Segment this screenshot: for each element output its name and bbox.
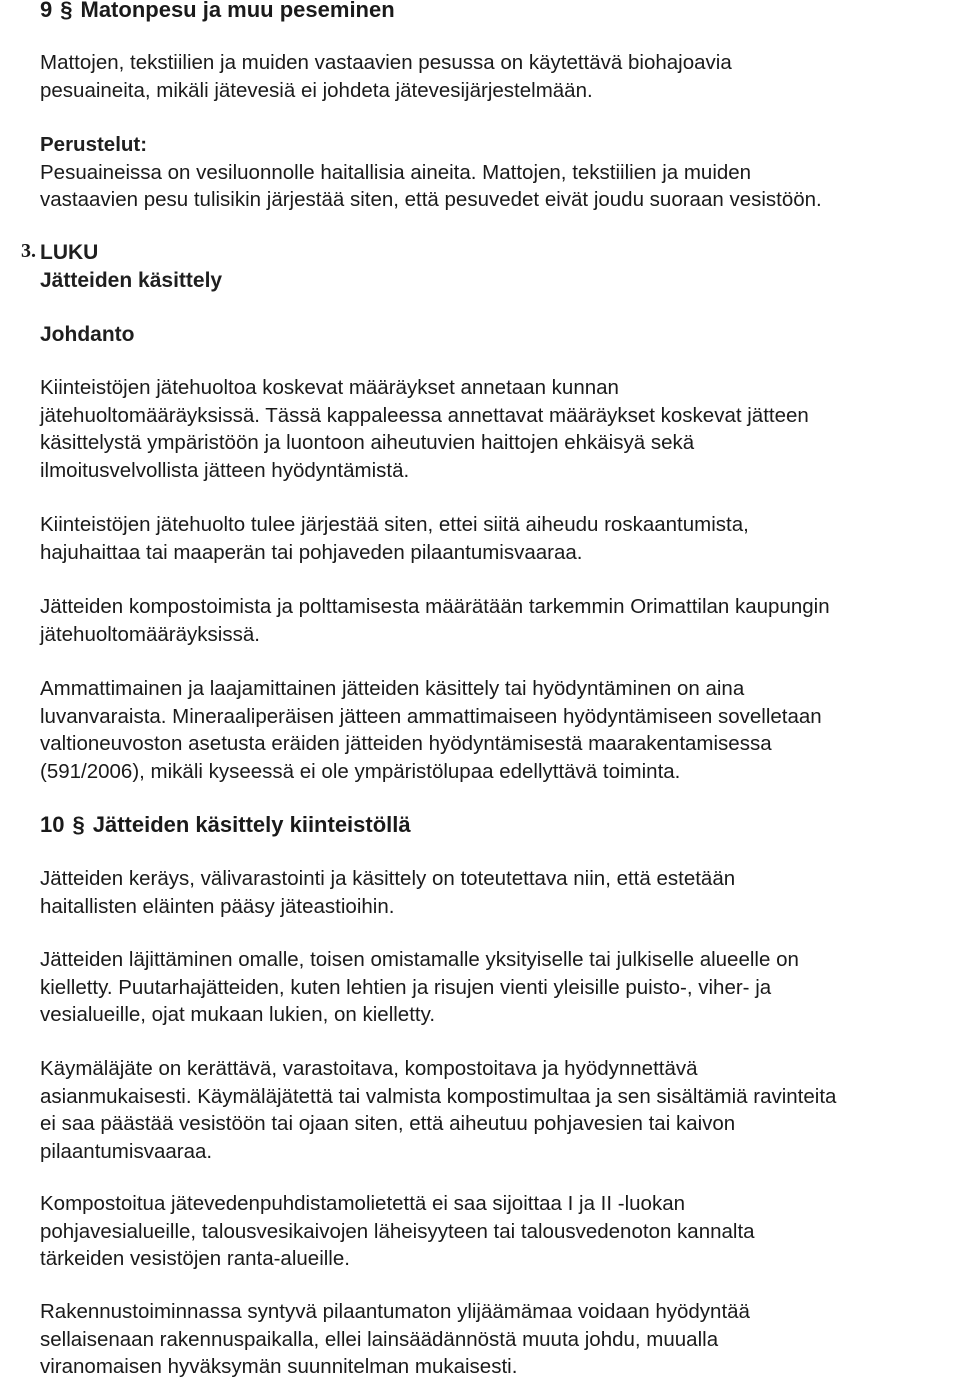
text-line: käsittelystä ympäristöön ja luontoon aiheutuvien haittojen ehkäisyä sekä (40, 431, 695, 454)
text-line: tärkeiden vesistöjen ranta-alueille. (40, 1247, 350, 1270)
text-line: jätehuoltomääräyksissä. (40, 622, 260, 646)
text-line: pilaantumisvaaraa. (40, 1139, 213, 1163)
text-line: Jätteiden keräys, välivarastointi ja käsittely on toteutettava niin, että estetään (40, 867, 736, 890)
section-9-title: Matonpesu ja muu peseminen (80, 0, 395, 22)
text-line: Pesuaineissa on vesiluonnolle haitallisia aineita. Mattojen, tekstiilien ja muiden (40, 160, 752, 184)
text-line: valtioneuvoston asetusta eräiden jätteiden hyödyntämisestä maarakentamisessa (40, 732, 772, 755)
chapter-title: Jätteiden käsittely (40, 269, 223, 292)
text-line: Rakennustoiminnassa syntyvä pilaantumaton ylijäämämaa voidaan hyödyntää (40, 1300, 750, 1323)
section-10-paragraph-3 (40, 1055, 836, 1165)
text-line: Jätteiden läjittäminen omalle, toisen omistamalle yksityiselle tai julkiselle alueelle on (40, 948, 799, 971)
chapter-label: LUKU (40, 241, 99, 264)
text-line: Kiinteistöjen jätehuolto tulee järjestää siten, ettei siitä aiheudu roskaantumista, (40, 513, 749, 536)
text-line: pesuaineita, mikäli jätevesiä ei johdeta jätevesijärjestelmään. (40, 78, 593, 102)
text-line: sellaisenaan rakennuspaikalla, ellei lainsäädännöstä muuta johdu, muualla (40, 1327, 719, 1351)
intro-paragraph-3 (40, 593, 830, 648)
text-line: ilmoitusvelvollista jätteen hyödyntämistä. (40, 458, 410, 482)
rationale-block (40, 131, 822, 214)
intro-paragraph-1 (40, 374, 809, 484)
intro-paragraph-4 (40, 675, 822, 785)
text-line: Mattojen, tekstiilien ja muiden vastaavien pesussa on käytettävä biohajoavia (40, 51, 732, 74)
intro-heading: Johdanto (40, 323, 135, 346)
text-line: viranomaisen hyväksymän suunnitelman mukaisesti. (40, 1355, 518, 1378)
section-9-paragraph (40, 49, 732, 104)
text-line: Kiinteistöjen jätehuoltoa koskevat määräykset annetaan kunnan (40, 376, 619, 399)
text-line: hajuhaittaa tai maaperän tai pohjaveden pilaantumisvaaraa. (40, 540, 583, 564)
rationale-text (40, 159, 822, 214)
section-10-heading (40, 812, 411, 838)
section-9-heading (40, 0, 395, 23)
text-line: asianmukaisesti. Käymäläjätettä tai valmista kompostimultaa ja sen sisältämiä ravinteita (40, 1084, 837, 1108)
text-line: Käymäläjäte on kerättävä, varastoitava, kompostoitava ja hyödynnettävä (40, 1057, 698, 1080)
chapter-number: 3. (21, 240, 36, 262)
section-sign-icon: § (60, 0, 73, 22)
section-10-paragraph-2 (40, 946, 799, 1029)
section-10-title: Jätteiden käsittely kiinteistöllä (92, 812, 411, 837)
section-sign-icon: § (72, 812, 85, 837)
text-line: ei saa päästää vesistöön tai ojaan siten, että aiheutuu pohjavesien tai kaivon (40, 1112, 736, 1135)
section-10-paragraph-1 (40, 865, 735, 920)
text-line: luvanvaraista. Mineraaliperäisen jätteen ammattimaiseen hyödyntämiseen sovelletaan (40, 704, 822, 728)
text-line: kielletty. Puutarhajätteiden, kuten lehtien ja risujen vienti yleisille puisto-, viher- ja (40, 975, 772, 999)
text-line: Jätteiden kompostoimista ja polttamisesta määrätään tarkemmin Orimattilan kaupungin (40, 595, 830, 618)
section-10-number: 10 (40, 812, 65, 837)
section-10-paragraph-4 (40, 1190, 755, 1273)
section-9-number: 9 (40, 0, 53, 22)
text-line: vastaavien pesu tulisikin järjestää siten, että pesuvedet eivät joudu suoraan vesistöön. (40, 188, 822, 211)
text-line: vesialueille, ojat mukaan lukien, on kielletty. (40, 1003, 436, 1026)
text-line: (591/2006), mikäli kyseessä ei ole ympäristölupaa edellyttävä toiminta. (40, 759, 681, 783)
text-line: pohjavesialueille, talousvesikaivojen läheisyyteen tai talousvedenoton kannalta (40, 1219, 755, 1243)
text-line: Ammattimainen ja laajamittainen jätteiden käsittely tai hyödyntäminen on aina (40, 677, 745, 700)
intro-paragraph-2 (40, 511, 749, 566)
text-line: jätehuoltomääräyksissä. Tässä kappaleessa annettavat määräykset koskevat jätteen (40, 403, 809, 427)
rationale-label: Perustelut: (40, 133, 148, 156)
text-line: Kompostoitua jätevedenpuhdistamolietettä ei saa sijoittaa I ja II -luokan (40, 1192, 685, 1215)
text-line: haitallisten eläinten pääsy jäteastioihin. (40, 894, 395, 918)
section-10-paragraph-5 (40, 1298, 750, 1381)
chapter-3-heading (21, 240, 223, 294)
